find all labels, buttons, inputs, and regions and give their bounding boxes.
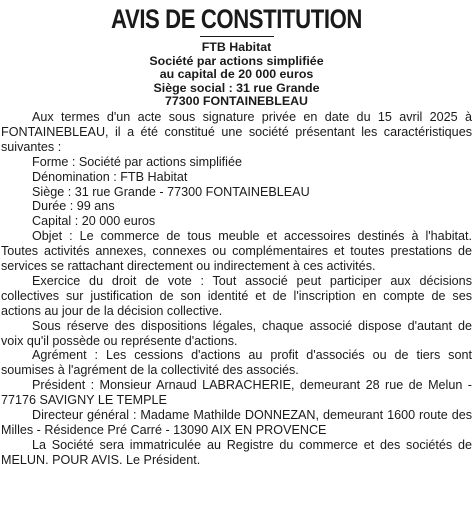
title-divider <box>200 36 274 37</box>
company-header <box>1 41 472 109</box>
intro-paragraph: Aux termes d'un acte sous signature privée en date du 15 avril 2025 à FONTAINEBLEAU, il a été constitué une société présentant les caractéristiques suivantes : <box>1 109 472 154</box>
field-forme: Forme : Société par actions simplifiée <box>32 154 242 169</box>
field-duree: Durée : 99 ans <box>32 199 115 214</box>
field-capital: Capital : 20 000 euros <box>32 214 156 229</box>
company-legal-form: Société par actions simplifiée <box>149 53 324 68</box>
company-city: 77300 FONTAINEBLEAU <box>165 94 308 109</box>
vote-paragraph: Exercice du droit de vote : Tout associé peut participer aux décisions collectives sur justification de son identité et de l'inscription en compte de ses actions au jour de la décision collective. <box>1 273 472 318</box>
notice-body <box>1 110 472 468</box>
objet-paragraph: Objet : Le commerce de tous meuble et accessoires destinés à l'habitat. Toutes activités annexes, connexes ou complémentaires et toutes prestations de services se rattachant directement ou indirectement à ces activités. <box>1 229 472 274</box>
field-siege: Siège : 31 rue Grande - 77300 FONTAINEBLEAU <box>32 184 310 199</box>
president-paragraph: Président : Monsieur Arnaud LABRACHERIE, demeurant 28 rue de Melun - 77176 SAVIGNY LE TEMPLE <box>1 378 472 408</box>
voix-paragraph: Sous réserve des dispositions légales, chaque associé dispose d'autant de voix qu'il possède ou représente d'actions. <box>1 318 472 348</box>
immatriculation-paragraph: La Société sera immatriculée au Registre du commerce et des sociétés de MELUN. POUR AVIS. Le Président. <box>1 437 472 467</box>
directeur-paragraph: Directeur général : Madame Mathilde DONNEZAN, demeurant 1600 route des Milles - Résidence Pré Carré - 13090 AIX EN PROVENCE <box>1 408 472 437</box>
company-head-office: Siège social : 31 rue Grande <box>153 80 320 95</box>
notice-title: AVIS DE CONSTITUTION <box>111 4 362 34</box>
company-capital: au capital de 20 000 euros <box>159 67 314 82</box>
agrement-paragraph: Agrément : Les cessions d'actions au profit d'associés ou de tiers sont soumises à l'agrément de la collectivité des associés. <box>1 348 472 378</box>
field-denomination: Dénomination : FTB Habitat <box>32 169 188 184</box>
company-name: FTB Habitat <box>201 40 272 54</box>
